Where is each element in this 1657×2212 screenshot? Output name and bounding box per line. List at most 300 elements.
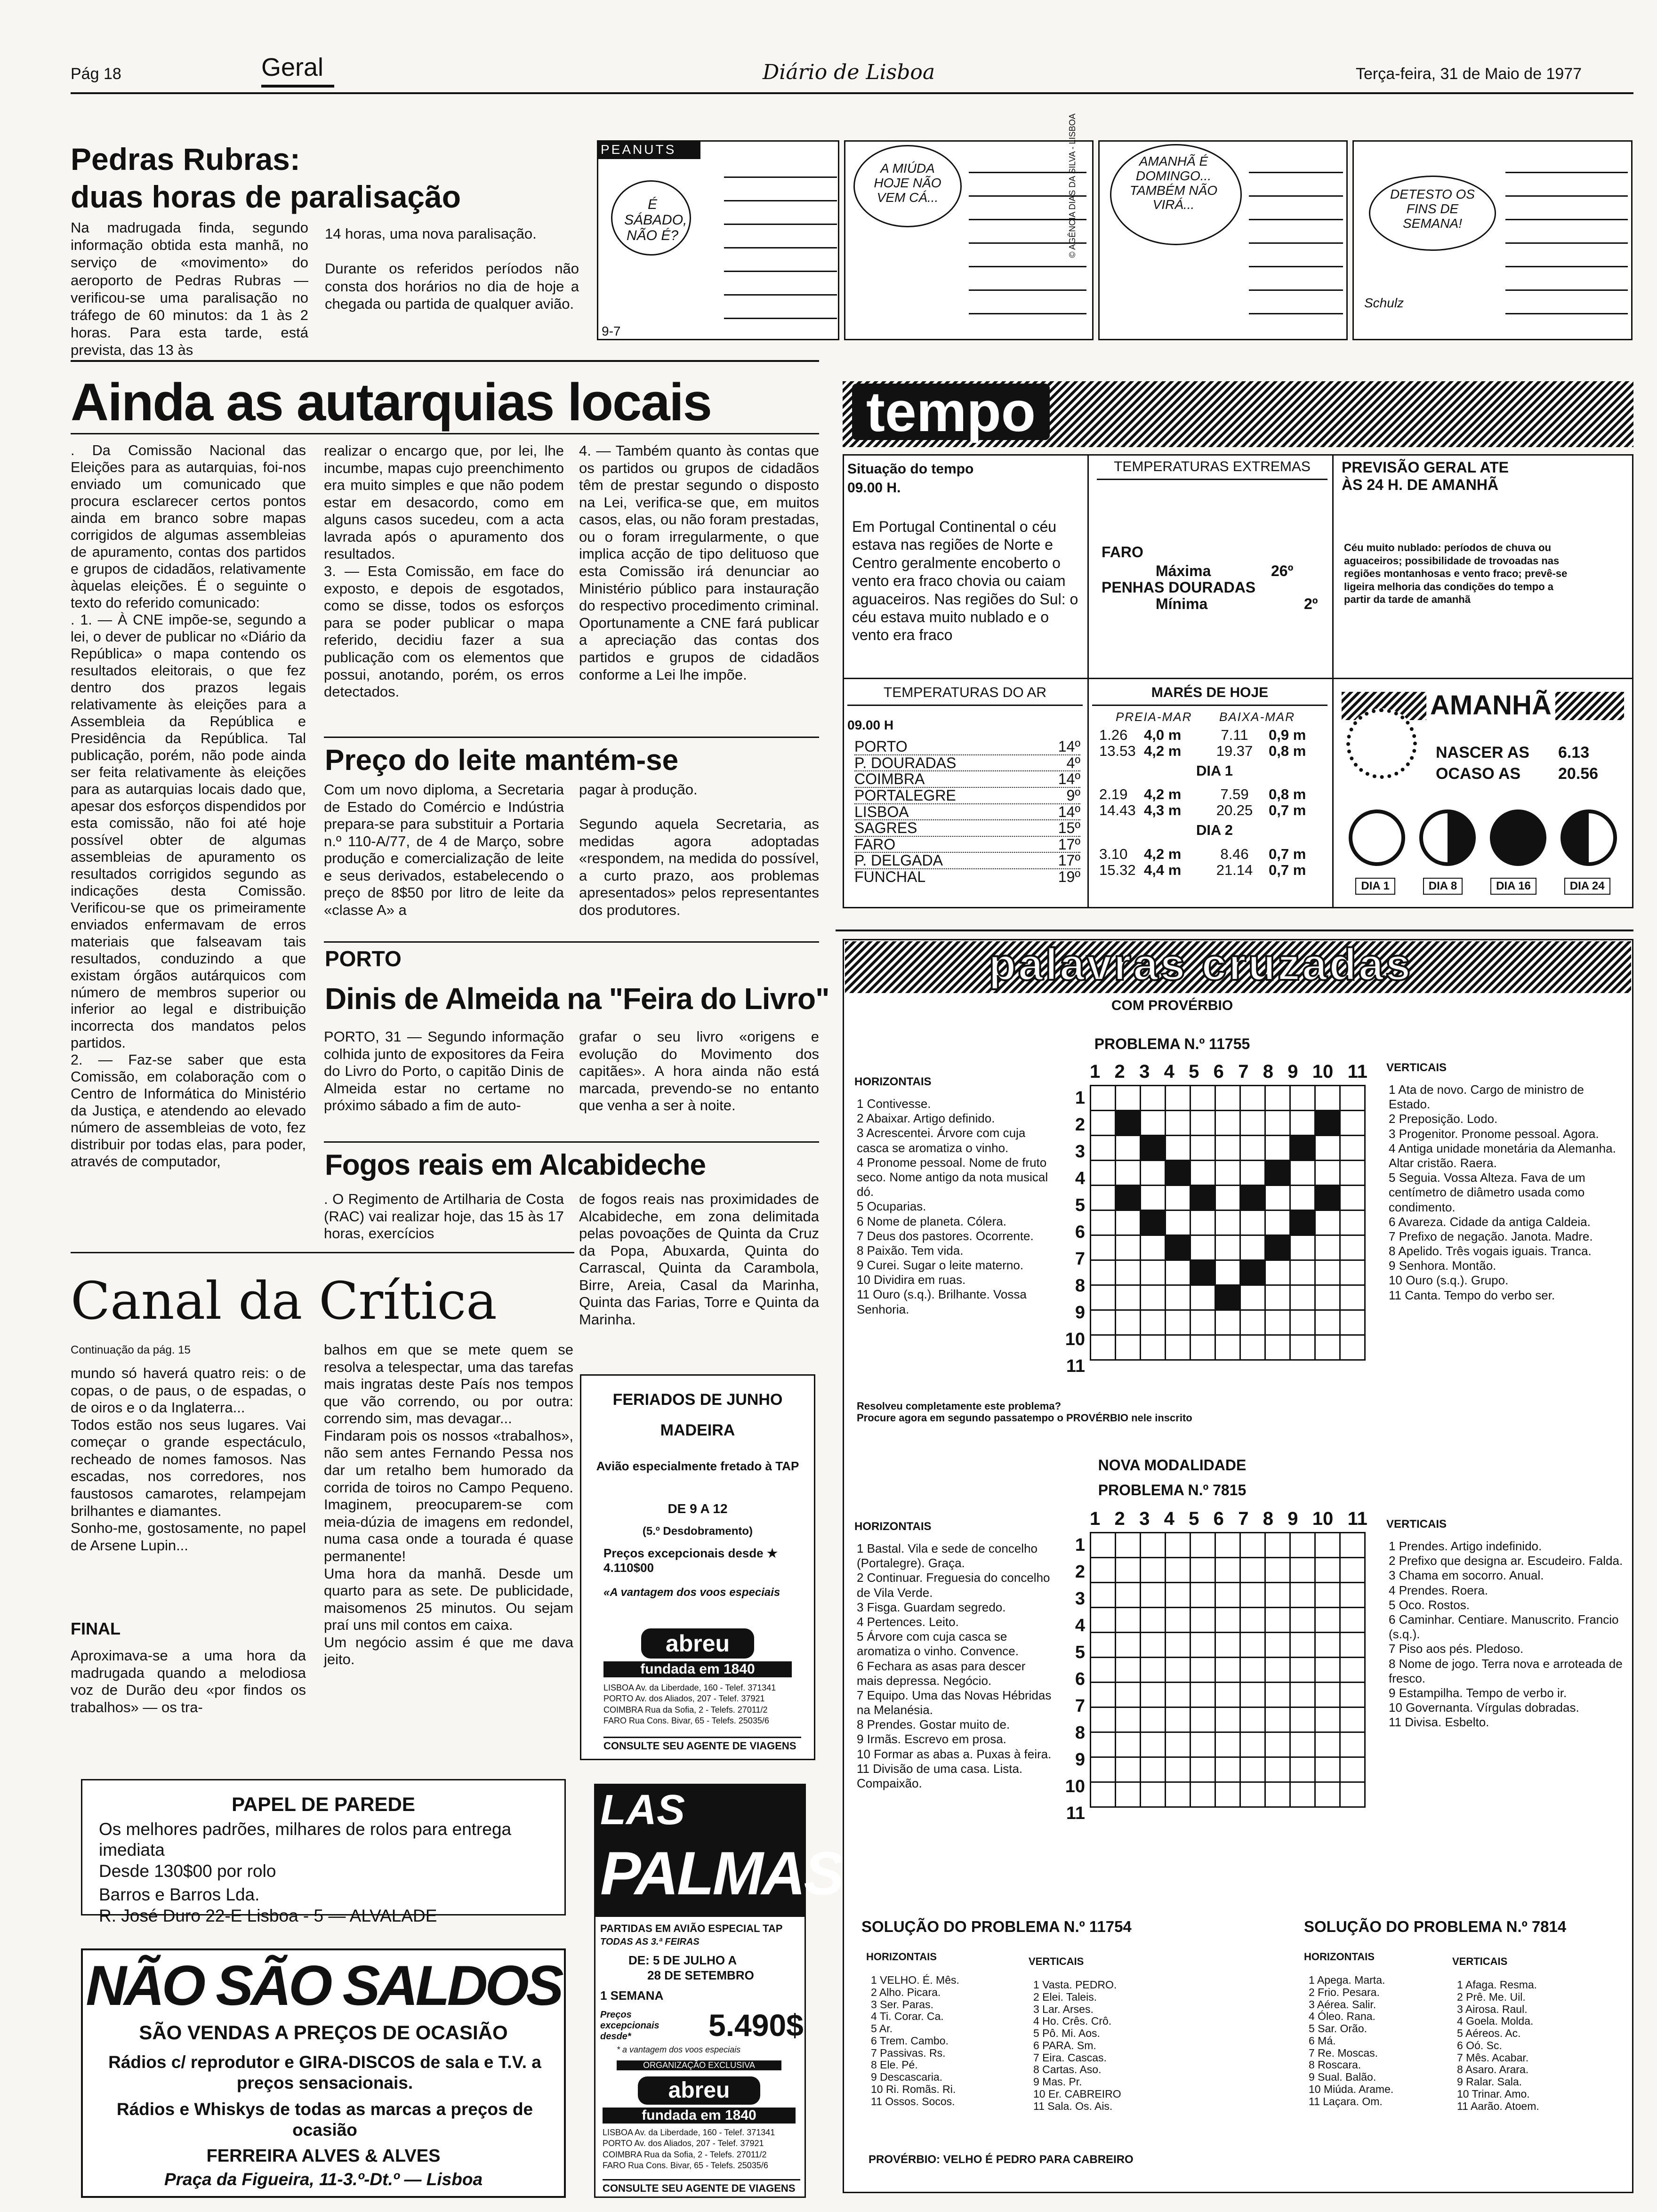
crossword-cell[interactable] [1166,1111,1190,1136]
crossword-cell[interactable] [1190,1335,1215,1360]
crossword-cell[interactable] [1215,1732,1240,1757]
comic-bubble-4: DETESTO OS FINS DE SEMANA! [1390,187,1475,231]
crossword-cell[interactable] [1091,1633,1116,1658]
crossword-cell[interactable] [1265,1186,1290,1210]
palmas-line-6: Preços excepcionais desde* [600,2010,660,2042]
crossword-cell[interactable] [1116,1558,1141,1583]
crossword-cell[interactable] [1190,1683,1215,1707]
crossword-cell[interactable] [1315,1260,1340,1285]
crossword-note-1: Resolveu completamente este problema? [857,1400,1062,1412]
mares-day: DIA 1 [1196,762,1233,779]
crossword-cell[interactable] [1315,1608,1340,1633]
crossword-cell[interactable] [1116,1782,1141,1807]
crossword-cell[interactable] [1340,1658,1365,1683]
crossword-cell[interactable] [1240,1533,1265,1558]
crossword-cell[interactable] [1215,1186,1240,1210]
crossword-cell[interactable] [1265,1633,1290,1658]
crossword-cell[interactable] [1190,1310,1215,1335]
crossword-cell[interactable] [1290,1583,1315,1608]
crossword-cell[interactable] [1190,1136,1215,1161]
crossword-cell[interactable] [1215,1086,1240,1111]
prev-heading: PREVISÃO GERAL ATE ÀS 24 H. DE AMANHÃ [1342,459,1509,493]
solution-line: 11 Sala. Os. Ais. [1033,2100,1113,2112]
solution-line: 3 Aérea. Salir. [1309,1998,1376,2011]
crossword-cell[interactable] [1166,1260,1190,1285]
crossword-cell[interactable] [1215,1111,1240,1136]
ar-temp: 14º [1058,803,1080,820]
crossword-cell[interactable] [1340,1161,1365,1186]
solution-line: 8 Roscara. [1309,2059,1361,2071]
crossword-cell[interactable] [1091,1658,1116,1683]
crossword-cell[interactable] [1141,1707,1166,1732]
crossword-cell[interactable] [1315,1210,1340,1235]
crossword-cell[interactable] [1215,1533,1240,1558]
crossword-cell[interactable] [1340,1683,1365,1707]
nascer-label: NASCER AS [1436,744,1529,761]
crossword-cell[interactable] [1290,1558,1315,1583]
crossword-cell[interactable] [1315,1658,1340,1683]
crossword-cell[interactable] [1315,1633,1340,1658]
crossword-cell[interactable] [1340,1732,1365,1757]
crossword-cell[interactable] [1240,1285,1265,1310]
crossword-cell[interactable] [1141,1260,1166,1285]
ar-place: LISBOA [854,803,909,820]
crossword-cell[interactable] [1116,1533,1141,1558]
crossword-cell[interactable] [1290,1757,1315,1782]
crossword-cell[interactable] [1091,1707,1116,1732]
solution-2-title: SOLUÇÃO DO PROBLEMA N.º 7814 [1304,1918,1567,1935]
crossword-cell[interactable] [1265,1533,1290,1558]
crossword-cell[interactable] [1315,1533,1340,1558]
black-cell [1166,1161,1190,1186]
crossword-cell[interactable] [1240,1210,1265,1235]
crossword-cell[interactable] [1190,1285,1215,1310]
crossword-cell[interactable] [1265,1683,1290,1707]
crossword-cell[interactable] [1240,1633,1265,1658]
pedras-col-1: Na madrugada finda, segundo informação obtida esta manhã, no serviço de «movimento» do aeroporto de Pedras Rubras — verificou-se uma paralisação no tráfego de 60 minutos: da 1 às 2 horas. Para esta tarde, está prevista, das 13 às [71,219,308,359]
crossword-cell[interactable] [1265,1757,1290,1782]
crossword-cell[interactable] [1240,1310,1265,1335]
crossword-cell[interactable] [1190,1558,1215,1583]
crossword-grid-1[interactable] [1090,1085,1366,1361]
crossword-cell[interactable] [1141,1683,1166,1707]
crossword-cell[interactable] [1091,1186,1116,1210]
crossword-cell[interactable] [1290,1782,1315,1807]
crossword-cell[interactable] [1091,1757,1116,1782]
crossword-cell[interactable] [1190,1732,1215,1757]
crossword-cell[interactable] [1315,1285,1340,1310]
solution-line: 8 Ele. Pé. [871,2059,918,2071]
crossword-cell[interactable] [1215,1310,1240,1335]
crossword-cell[interactable] [1091,1608,1116,1633]
crossword-cell[interactable] [1116,1161,1141,1186]
crossword-cell[interactable] [1091,1086,1116,1111]
crossword-cell[interactable] [1190,1707,1215,1732]
crossword-cell[interactable] [1240,1111,1265,1136]
crossword-cell[interactable] [1141,1086,1166,1111]
crossword-cell[interactable] [1215,1608,1240,1633]
crossword-cell[interactable] [1240,1757,1265,1782]
crossword-cell[interactable] [1215,1782,1240,1807]
crossword-cell[interactable] [1166,1782,1190,1807]
saldos-line-5: Praça da Figueira, 11-3.º-Dt.º — Lisboa [164,2170,483,2189]
crossword-cell[interactable] [1166,1285,1190,1310]
crossword-cell[interactable] [1141,1310,1166,1335]
crossword-cell[interactable] [1116,1608,1141,1633]
palmas-line-8: ORGANIZAÇÃO EXCLUSIVA [617,2060,781,2070]
crossword-cell[interactable] [1315,1583,1340,1608]
ar-temp: 17º [1058,852,1080,869]
crossword-cell[interactable] [1141,1558,1166,1583]
crossword-cell[interactable] [1290,1260,1315,1285]
crossword-cell[interactable] [1290,1633,1315,1658]
crossword-cell[interactable] [1265,1558,1290,1583]
crossword-cell[interactable] [1116,1683,1141,1707]
crossword-cell[interactable] [1315,1086,1340,1111]
crossword-cell[interactable] [1290,1732,1315,1757]
crossword-cell[interactable] [1116,1260,1141,1285]
crossword-cell[interactable] [1265,1285,1290,1310]
solution-line: 5 Sar. Orão. [1309,2022,1367,2035]
ext-heading: TEMPERATURAS EXTREMAS [1097,459,1327,480]
solution-line: 2 Alho. Picara. [871,1986,941,1998]
crossword-cell[interactable] [1190,1111,1215,1136]
crossword-cell[interactable] [1091,1136,1116,1161]
crossword-cell[interactable] [1240,1161,1265,1186]
crossword-cell[interactable] [1290,1285,1315,1310]
crossword-cell[interactable] [1290,1310,1315,1335]
crossword-cell[interactable] [1240,1086,1265,1111]
crossword-cell[interactable] [1215,1658,1240,1683]
crossword-cell[interactable] [1340,1285,1365,1310]
crossword-cell[interactable] [1091,1210,1116,1235]
crossword-cell[interactable] [1190,1633,1215,1658]
crossword-cell[interactable] [1116,1633,1141,1658]
ar-temp: 9º [1066,786,1080,804]
crossword-cell[interactable] [1141,1608,1166,1633]
crossword-cell[interactable] [1166,1757,1190,1782]
autarquias-col-3: 4. — Também quanto às contas que os partidos ou grupos de cidadãos têm de prestar segundo o disposto na Lei, verifica-se que, em muitos casos, elas, ou não foram prestadas, ou o foram irregularmente, o que implica acção de tipo delituoso que esta Comissão irá denunciar ao Ministério público para instauração do respectivo procedimento criminal. Oportunamente a CNE fará publicar a apreciação das contas dos partidos e grupos de cidadãos conforme a Lei lhe impõe. [579,442,819,683]
crossword-cell[interactable] [1116,1583,1141,1608]
saldos-title: NÃO SÃO SALDOS [86,1954,561,2017]
crossword-cell[interactable] [1215,1633,1240,1658]
crossword-cell[interactable] [1116,1757,1141,1782]
crossword-cell[interactable] [1265,1658,1290,1683]
crossword-cell[interactable] [1240,1732,1265,1757]
crossword-cell[interactable] [1290,1608,1315,1633]
crossword-cell[interactable] [1265,1608,1290,1633]
crossword-cell[interactable] [1141,1161,1166,1186]
crossword-cell[interactable] [1091,1335,1116,1360]
crossword-cell[interactable] [1091,1260,1116,1285]
crossword-cell[interactable] [1141,1111,1166,1136]
crossword-cell[interactable] [1290,1683,1315,1707]
crossword-cell[interactable] [1091,1683,1116,1707]
crossword-cell[interactable] [1290,1335,1315,1360]
crossword-cell[interactable] [1190,1658,1215,1683]
ext-val-1: 26º [1271,562,1294,579]
crossword-cell[interactable] [1340,1260,1365,1285]
solution-line: 3 Lar. Arses. [1033,2003,1094,2015]
solution-line: 7 Passivas. Rs. [871,2046,946,2059]
ar-place: FARO [854,835,896,853]
h2-clues [857,1541,1054,1791]
crossword-cell[interactable] [1166,1533,1190,1558]
ar-time: 09.00 H [847,718,894,732]
crossword-cell[interactable] [1315,1757,1340,1782]
crossword-cell[interactable] [1240,1136,1265,1161]
crossword-cell[interactable] [1315,1732,1340,1757]
crossword-cell[interactable] [1340,1310,1365,1335]
crossword-cell[interactable] [1340,1335,1365,1360]
crossword-cell[interactable] [1315,1683,1340,1707]
crossword-cell[interactable] [1190,1608,1215,1633]
clue: 3 Fisga. Guardam segredo. [857,1600,1006,1614]
crossword-cell[interactable] [1116,1285,1141,1310]
autarquias-title: Ainda as autarquias locais [71,373,711,432]
crossword-cell[interactable] [1091,1782,1116,1807]
crossword-cell[interactable] [1265,1136,1290,1161]
porto-title: Dinis de Almeida na "Feira do Livro" [325,982,829,1016]
crossword-cell[interactable] [1166,1683,1190,1707]
crossword-cell[interactable] [1166,1086,1190,1111]
crossword-cell[interactable] [1141,1633,1166,1658]
black-cell [1290,1136,1315,1161]
clue: 5 Ocuparias. [857,1199,926,1214]
crossword-cell[interactable] [1116,1136,1141,1161]
solution-line: 9 Mas. Pr. [1033,2076,1082,2088]
pedras-col-2: 14 horas, uma nova paralisação. Durante os referidos períodos não consta dos horários no dia de hoje a chegada ou partida de qualquer avião. [325,225,579,312]
crossword-cell[interactable] [1290,1533,1315,1558]
crossword-cell[interactable] [1116,1707,1141,1732]
clue: 6 Nome de planeta. Cólera. [857,1214,1006,1228]
crossword-cell[interactable] [1091,1732,1116,1757]
crossword-cell[interactable] [1166,1633,1190,1658]
crossword-cell[interactable] [1091,1285,1116,1310]
crossword-cell[interactable] [1215,1260,1240,1285]
crossword-cell[interactable] [1265,1732,1290,1757]
solution-line: 1 Vasta. PEDRO. [1033,1979,1117,1991]
crossword-cell[interactable] [1141,1285,1166,1310]
crossword-cell[interactable] [1141,1757,1166,1782]
crossword-cell[interactable] [1166,1608,1190,1633]
crossword-cell[interactable] [1340,1782,1365,1807]
crossword-cell[interactable] [1315,1335,1340,1360]
crossword-cell[interactable] [1190,1210,1215,1235]
crossword-cell[interactable] [1091,1583,1116,1608]
crossword-cell[interactable] [1215,1583,1240,1608]
crossword-cell[interactable] [1215,1683,1240,1707]
crossword-cell[interactable] [1116,1210,1141,1235]
papel-line-4: R. José Duro 22-E Lisboa - 5 — ALVALADE [99,1906,437,1925]
crossword-cell[interactable] [1240,1608,1265,1633]
crossword-cell[interactable] [1190,1782,1215,1807]
crossword-cell[interactable] [1215,1558,1240,1583]
crossword-cell[interactable] [1340,1633,1365,1658]
crossword-cell[interactable] [1340,1583,1365,1608]
crossword-cell[interactable] [1340,1558,1365,1583]
feriados-brand-2: fundada em 1840 [603,1661,792,1677]
crossword-cell[interactable] [1340,1210,1365,1235]
crossword-cell[interactable] [1290,1186,1315,1210]
crossword-cell[interactable] [1141,1335,1166,1360]
crossword-cell[interactable] [1290,1111,1315,1136]
crossword-cell[interactable] [1166,1210,1190,1235]
solution-line: 6 Oó. Sc. [1457,2039,1502,2052]
porto-col-2: grafar o seu livro «origens e evolução do Movimento dos capitães». A hora ainda não está marcada, prevendo-se no entanto que venha a ser à noite. [579,1028,819,1114]
crossword-cell[interactable] [1290,1161,1315,1186]
v2-clues [1389,1539,1624,1730]
s1v-heading: VERTICAIS [1029,1956,1084,1967]
crossword-cell[interactable] [1190,1161,1215,1186]
crossword-cell[interactable] [1116,1086,1141,1111]
crossword-cell[interactable] [1340,1235,1365,1260]
clue: 5 Oco. Rostos. [1389,1597,1470,1612]
crossword-cell[interactable] [1240,1558,1265,1583]
crossword-cell[interactable] [1240,1782,1265,1807]
crossword-cell[interactable] [1290,1235,1315,1260]
solution-2-vertical [1457,1979,1598,2112]
crossword-cell[interactable] [1190,1583,1215,1608]
crossword-cell[interactable] [1166,1732,1190,1757]
solution-line: 7 Re. Moscas. [1309,2046,1378,2059]
crossword-cell[interactable] [1215,1161,1240,1186]
crossword-grid-2[interactable] [1090,1532,1366,1808]
crossword-cell[interactable] [1315,1161,1340,1186]
crossword-cell[interactable] [1315,1310,1340,1335]
porto-kicker: PORTO [325,946,402,971]
crossword-cell[interactable] [1340,1533,1365,1558]
crossword-cell[interactable] [1315,1558,1340,1583]
crossword-cell[interactable] [1265,1707,1290,1732]
crossword-cell[interactable] [1166,1310,1190,1335]
canal-col-1: mundo só haverá quatro reis: o de copas, o de paus, o de espadas, o de oiros e o da Inglaterra... Todos estão nos seus lugares. Vai começar o grande espectáculo, recheado de nomes famosos. Nas escadas, nos corredores, nos faustosos camarotes, relampejam brilhantes e diamantes. Sonho-me, gostosamente, no papel de Arsene Lupin... [71,1365,306,1554]
solution-line: 7 Eira. Cascas. [1033,2051,1107,2064]
grid-1-cols: 1 2 3 4 5 6 7 8 9 10 11 [1090,1061,1367,1082]
crossword-cell[interactable] [1215,1335,1240,1360]
crossword-cell[interactable] [1340,1136,1365,1161]
crossword-cell[interactable] [1141,1732,1166,1757]
crossword-cell[interactable] [1190,1757,1215,1782]
crossword-cell[interactable] [1091,1558,1116,1583]
crossword-cell[interactable] [1091,1161,1116,1186]
crossword-cell[interactable] [1265,1583,1290,1608]
crossword-cell[interactable] [1091,1310,1116,1335]
crossword-cell[interactable] [1166,1558,1190,1583]
crossword-cell[interactable] [1091,1111,1116,1136]
crossword-cell[interactable] [1166,1186,1190,1210]
solution-line: 11 Ossos. Socos. [871,2095,955,2108]
clue: 10 Dividira em ruas. [857,1273,966,1287]
crossword-cell[interactable] [1116,1658,1141,1683]
ar-place: SAGRES [854,819,917,837]
crossword-cell[interactable] [1166,1658,1190,1683]
crossword-cell[interactable] [1240,1335,1265,1360]
crossword-cell[interactable] [1340,1111,1365,1136]
crossword-cell[interactable] [1340,1707,1365,1732]
crossword-cell[interactable] [1141,1782,1166,1807]
solution-line: 4 Ho. Crês. Crô. [1033,2015,1112,2028]
crossword-cell[interactable] [1215,1757,1240,1782]
crossword-cell[interactable] [1340,1186,1365,1210]
palmas-price: 5.490$ [708,2008,804,2043]
v1-clues [1389,1082,1624,1303]
solution-line: 1 Afaga. Resma. [1457,1979,1537,1991]
crossword-cell[interactable] [1315,1707,1340,1732]
crossword-cell[interactable] [1265,1310,1290,1335]
crossword-cell[interactable] [1265,1086,1290,1111]
crossword-cell[interactable] [1215,1210,1240,1235]
crossword-cell[interactable] [1141,1533,1166,1558]
crossword-cell[interactable] [1116,1732,1141,1757]
crossword-cell[interactable] [1240,1235,1265,1260]
crossword-cell[interactable] [1315,1136,1340,1161]
crossword-cell[interactable] [1290,1658,1315,1683]
saldos-line-4: FERREIRA ALVES & ALVES [206,2146,441,2166]
crossword-cell[interactable] [1141,1235,1166,1260]
crossword-cell[interactable] [1091,1235,1116,1260]
crossword-cell[interactable] [1215,1136,1240,1161]
crossword-cell[interactable] [1091,1533,1116,1558]
crossword-cell[interactable] [1166,1136,1190,1161]
crossword-cell[interactable] [1116,1335,1141,1360]
crossword-cell[interactable] [1141,1186,1166,1210]
crossword-cell[interactable] [1141,1583,1166,1608]
crossword-cell[interactable] [1290,1086,1315,1111]
problem-1: PROBLEMA N.º 11755 [1094,1035,1250,1052]
crossword-cell[interactable] [1166,1583,1190,1608]
crossword-cell[interactable] [1265,1210,1290,1235]
mares-day: DIA 2 [1196,822,1233,839]
crossword-cell[interactable] [1265,1260,1290,1285]
crossword-cell[interactable] [1290,1707,1315,1732]
crossword-cell[interactable] [1166,1335,1190,1360]
section-title: Geral [261,53,324,81]
comic-title: PEANUTS [597,140,700,159]
crossword-cell[interactable] [1166,1707,1190,1732]
crossword-cell[interactable] [1315,1782,1340,1807]
crossword-cell[interactable] [1240,1683,1265,1707]
crossword-cell[interactable] [1116,1235,1141,1260]
solution-line: 4 Ti. Corar. Ca. [871,2010,944,2023]
black-cell [1116,1186,1141,1210]
crossword-cell[interactable] [1190,1235,1215,1260]
crossword-cell[interactable] [1340,1757,1365,1782]
nova-modalidade: NOVA MODALIDADE [1098,1457,1247,1474]
canal-title: Canal da Crítica [71,1271,497,1331]
crossword-cell[interactable] [1116,1310,1141,1335]
crossword-cell[interactable] [1340,1608,1365,1633]
comic-bubble-1: É SÁBADO, NÃO É? [624,197,687,243]
crossword-cell[interactable] [1141,1658,1166,1683]
crossword-cell[interactable] [1190,1533,1215,1558]
crossword-cell[interactable] [1215,1707,1240,1732]
feriados-line-1: Avião especialmente fretado à TAP [596,1459,799,1473]
clue: 8 Nome de jogo. Terra nova e arroteada de fresco. [1389,1656,1623,1685]
crossword-cell[interactable] [1215,1235,1240,1260]
crossword-cell[interactable] [1240,1658,1265,1683]
crossword-cell[interactable] [1265,1111,1290,1136]
crossword-cell[interactable] [1340,1086,1365,1111]
crossword-cell[interactable] [1265,1782,1290,1807]
saldos-line-1: SÃO VENDAS A PREÇOS DE OCASIÃO [139,2021,508,2044]
crossword-cell[interactable] [1315,1235,1340,1260]
solution-line: 2 Frio. Pesara. [1309,1986,1380,1998]
crossword-cell[interactable] [1240,1707,1265,1732]
crossword-cell[interactable] [1265,1335,1290,1360]
crossword-cell[interactable] [1190,1086,1215,1111]
crossword-cell[interactable] [1240,1583,1265,1608]
